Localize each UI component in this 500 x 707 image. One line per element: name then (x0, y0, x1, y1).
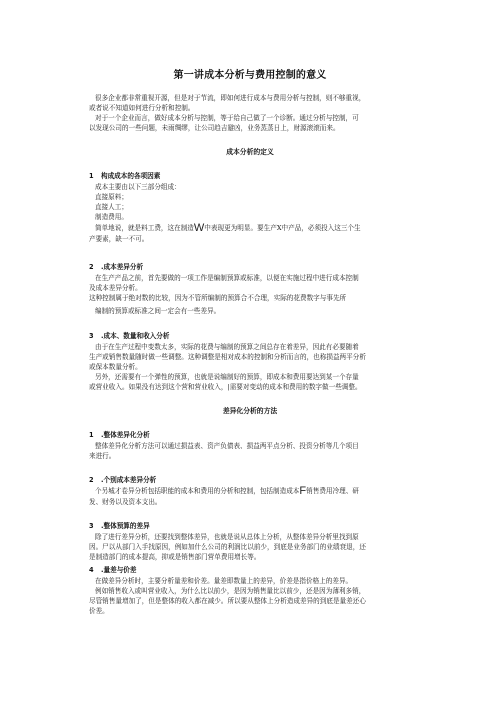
heading-number: 2 (89, 263, 94, 271)
paragraph-line: 在做差异分析时，主要分析量差和价差。量差即数量上的差异，价差是指价格上的差异。 (95, 577, 353, 585)
intro-line-1: 很多企业都非常重视开源，但是对于节流，即如何进行成本与费用分析与控制，则不够重视， (95, 94, 366, 102)
paragraph-line: 来进行。 (89, 452, 116, 460)
intro-line-4: 以发现公司的一些问题，未雨绸缪，让公司趋吉避凶，业务蒸蒸日上，财源滚滚而来。 (89, 124, 340, 132)
paragraph-line: 个另城才卷异分析包括职能的成本和费用的分析和控制，包括制造成本F销售费用冷理、研 (95, 485, 359, 497)
paragraph-line: 因。尸以从部门入手找原因，例如加什么公司的利润比以前少，到底是业务部门的业绩衰退，还 (89, 543, 366, 551)
paragraph-line: 尽管销售量增加了，但是整体的收入都在减少。所以要从整体上分析造成差异的到底是量差还心 (89, 597, 366, 605)
list-line-3: 直接人工； (95, 203, 128, 211)
paragraph-line: 或保本数量分析。 (89, 363, 142, 371)
heading-budget-variance (89, 522, 150, 530)
paragraph-line: 发、财务以及资本支出。 (89, 498, 162, 506)
paragraph-line: 除了进行差异分析，还要找到整体差异，也就是说从总体上分析，从整体差异分析里找到原 (95, 533, 359, 541)
heading-number: 4 (89, 566, 94, 574)
paragraph-line: 另外，还需要有一个弹性的预算，也就是说编制好的预算，即成本和费用要达到某一个存量 (95, 373, 359, 381)
heading-text: .量差与价差 (101, 566, 137, 574)
paragraph-line: 编制的预算或标准之间一定会有一些差异。 (95, 307, 221, 315)
list-line-2: 直接原料； (95, 193, 128, 201)
paragraph-line: 生产或销售数量随时做一些调整。这种调整是相对成本的控制和分析而言的，也称损益两平分析 (89, 353, 366, 361)
paragraph-line: 简单地说，就是料工费，这在制造W中表现更为明显。要生产X中产品，必须投入这三个生 (95, 222, 361, 234)
paragraph-line: 在生产产品之前，首先要做的一项工作是编制预算或标准，以便在实施过程中进行成本控制 (95, 274, 359, 282)
heading-number: 1 (89, 431, 94, 439)
document-title: 第一讲成本分析与费用控制的意义 (173, 70, 327, 81)
heading-cost-volume-revenue (89, 332, 169, 340)
paragraph-line: 是制造部门的成本提高，抑或是销售部门营单费用增长等。 (89, 553, 261, 561)
heading-text: .整体预算的差异 (101, 522, 150, 530)
paragraph-line: 及成本差异分析。 (89, 284, 142, 292)
heading-text: .整体差异化分析 (101, 431, 150, 439)
heading-number: 3 (89, 522, 94, 530)
heading-number: 1 (89, 172, 94, 180)
paragraph-line: 这种控制属于绝对数的比较，因为不管所编制的预算合不合理，实际的花费数字与事先所 (89, 294, 347, 302)
heading-cost-variance (89, 263, 143, 271)
section-title-cost-analysis: 成本分析的定义 (226, 148, 274, 156)
heading-quantity-price-variance (89, 566, 136, 574)
heading-text: .个别成本差异分析 (101, 476, 157, 484)
heading-text: .成本差异分析 (101, 263, 144, 271)
intro-line-3: 对于一个企业而言，做好成本分析与控制，等于给自己做了一个诊断。通过分析与控制，可 (95, 114, 359, 122)
paragraph-line: 产要素，缺一不可。 (89, 235, 149, 243)
list-line-1: 成本主要由以下三部分组成： (95, 183, 181, 191)
heading-text: .成本、数量和收入分析 (101, 332, 170, 340)
heading-overall-variance (89, 431, 150, 439)
heading-text: 构成成本的各项因素 (101, 172, 161, 180)
paragraph-line: 例如销售收入或叫营业收入，为什么比以前少，是因为销售量比以前少，还是因为薄利多销， (95, 587, 366, 595)
paragraph-line: 或营业收入。如果没有达到这个营和营业收入，|需要对变动的成本和费用的数字做一些调整。 (89, 383, 362, 391)
paragraph-line: 整体差异化分析方法可以通过损益表、资产负债表、损益两平点分析、投资分析等几个项目 (95, 442, 359, 450)
heading-individual-variance (89, 476, 156, 484)
heading-cost-factors (89, 172, 160, 180)
heading-number: 3 (89, 332, 94, 340)
list-line-4: 制造费用。 (95, 213, 128, 221)
paragraph-line: 由于在生产过程中变数太多，实际的花费与编制的预算之间总存在着差异，因此有必要随着 (95, 343, 359, 351)
heading-number: 2 (89, 476, 94, 484)
section-title-variance-methods: 差异化分析的方法 (222, 407, 278, 415)
paragraph-line: 价差。 (89, 607, 109, 615)
intro-line-2: 或者说不知道如何进行分析和控制。 (89, 104, 195, 112)
